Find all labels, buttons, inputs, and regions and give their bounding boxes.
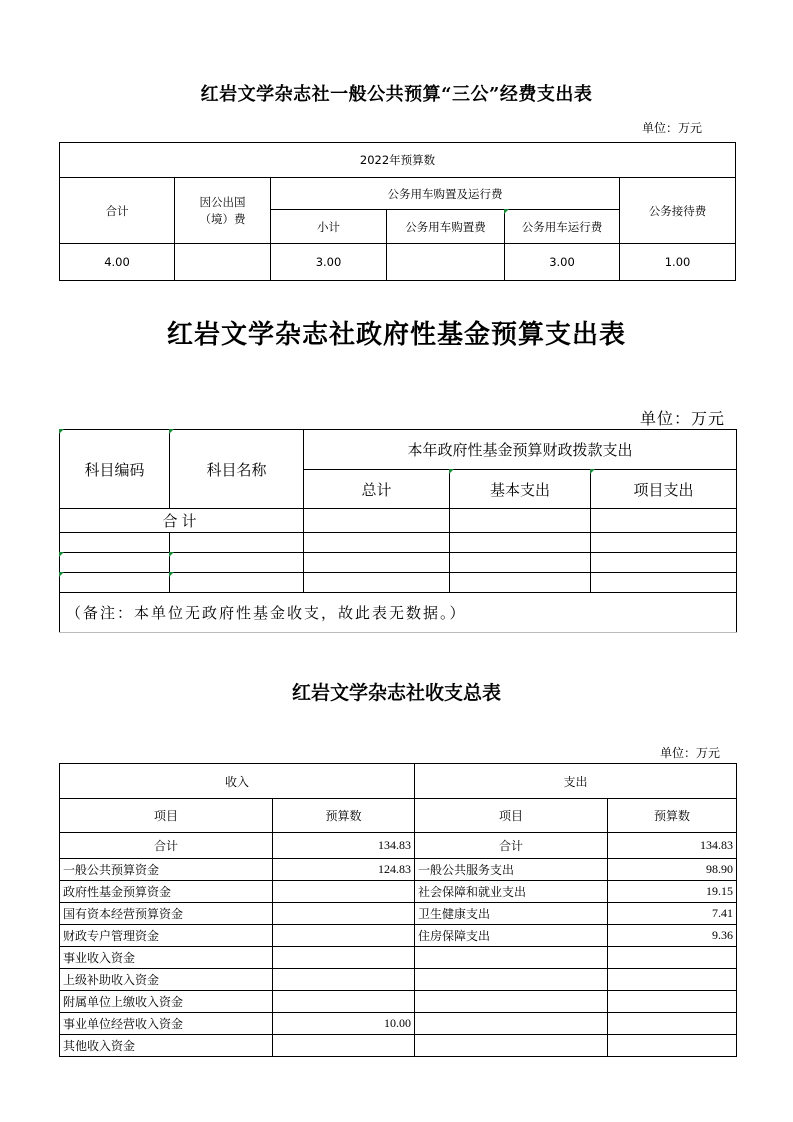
- summary-expense-header: 支出: [415, 764, 737, 799]
- income-value: [273, 991, 415, 1013]
- sangong-val-total: 4.00: [60, 244, 175, 281]
- fund-col-name: 科目名称: [170, 430, 304, 509]
- expense-item: 社会保障和就业支出: [415, 881, 608, 903]
- expense-item: [415, 969, 608, 991]
- income-value: 134.83: [273, 833, 415, 859]
- income-value: [273, 903, 415, 925]
- income-item: 合计: [60, 833, 273, 859]
- summary-title: 红岩文学杂志社收支总表: [291, 682, 501, 704]
- fund-empty-cell: [591, 509, 737, 533]
- sangong-val-running: 3.00: [505, 244, 620, 281]
- fund-empty-cell: [170, 533, 304, 553]
- fund-empty-cell: [450, 533, 591, 553]
- sangong-col-abroad: 因公出国（境）费: [175, 178, 271, 244]
- sangong-data-row: [60, 244, 736, 281]
- fund-empty-cell: [170, 553, 304, 573]
- expense-item: [415, 947, 608, 969]
- fund-empty-cell: [60, 533, 170, 553]
- income-value: 10.00: [273, 1013, 415, 1035]
- fund-empty-cell: [304, 553, 450, 573]
- sangong-col-reception: 公务接待费: [620, 178, 736, 244]
- expense-value: [608, 991, 737, 1013]
- income-value: [273, 881, 415, 903]
- table-row: [60, 947, 737, 969]
- fund-table: [59, 429, 737, 633]
- sangong-table: [59, 142, 736, 281]
- table-row: [60, 881, 737, 903]
- sangong-val-subtotal: 3.00: [271, 244, 387, 281]
- expense-value: [608, 1035, 737, 1057]
- income-item: 其他收入资金: [60, 1035, 273, 1057]
- expense-value: 7.41: [608, 903, 737, 925]
- income-item: 附属单位上缴收入资金: [60, 991, 273, 1013]
- fund-empty-row: [60, 533, 737, 553]
- income-item: 事业单位经营收入资金: [60, 1013, 273, 1035]
- fund-title: 红岩文学杂志社政府性基金预算支出表: [166, 320, 626, 350]
- income-item: 一般公共预算资金: [60, 859, 273, 881]
- sangong-col-running: 公务用车运行费: [505, 210, 620, 244]
- fund-total-label: 合计: [60, 509, 304, 533]
- fund-total-row: [60, 509, 737, 533]
- fund-empty-cell: [304, 573, 450, 593]
- expense-item: [415, 991, 608, 1013]
- table-row: [60, 969, 737, 991]
- sangong-col-purchase: 公务用车购置费: [387, 210, 505, 244]
- fund-col-project: 项目支出: [591, 470, 737, 509]
- fund-col-total: 总计: [304, 470, 450, 509]
- fund-empty-cell: [170, 573, 304, 593]
- income-item: 事业收入资金: [60, 947, 273, 969]
- expense-value: [608, 947, 737, 969]
- table-row: [60, 1013, 737, 1035]
- sangong-title: 红岩文学杂志社一般公共预算“三公”经费支出表: [200, 84, 593, 105]
- expense-value: 134.83: [608, 833, 737, 859]
- fund-empty-cell: [60, 553, 170, 573]
- expense-value: 19.15: [608, 881, 737, 903]
- sangong-year-header: 2022年预算数: [60, 143, 736, 178]
- sangong-val-abroad: [175, 244, 271, 281]
- summary-unit: 单位：万元: [660, 746, 721, 760]
- fund-empty-cell: [60, 573, 170, 593]
- income-value: [273, 947, 415, 969]
- fund-empty-cell: [591, 573, 737, 593]
- fund-empty-cell: [591, 553, 737, 573]
- sangong-col-vehicle: 公务用车购置及运行费: [271, 178, 620, 210]
- expense-value: [608, 1013, 737, 1035]
- fund-empty-cell: [304, 533, 450, 553]
- fund-empty-cell: [450, 553, 591, 573]
- sangong-val-purchase: [387, 244, 505, 281]
- income-item: 财政专户管理资金: [60, 925, 273, 947]
- summary-income-header: 收入: [60, 764, 415, 799]
- fund-empty-cell: [450, 573, 591, 593]
- income-value: [273, 925, 415, 947]
- fund-empty-row: [60, 573, 737, 593]
- expense-item: 合计: [415, 833, 608, 859]
- fund-col-code: 科目编码: [60, 430, 170, 509]
- income-item: 上级补助收入资金: [60, 969, 273, 991]
- expense-value: 98.90: [608, 859, 737, 881]
- expense-value: 9.36: [608, 925, 737, 947]
- expense-item: 一般公共服务支出: [415, 859, 608, 881]
- table-row: [60, 925, 737, 947]
- income-value: [273, 969, 415, 991]
- sangong-unit: 单位：万元: [642, 121, 703, 135]
- expense-item: 卫生健康支出: [415, 903, 608, 925]
- expense-value: [608, 969, 737, 991]
- fund-group-header: 本年政府性基金预算财政拨款支出: [304, 430, 737, 470]
- fund-note: （备注：本单位无政府性基金收支，故此表无数据。）: [60, 593, 737, 633]
- expense-item: [415, 1013, 608, 1035]
- income-value: 124.83: [273, 859, 415, 881]
- summary-col-expense-item: 项目: [415, 799, 608, 833]
- sangong-col-subtotal: 小计: [271, 210, 387, 244]
- table-row: [60, 991, 737, 1013]
- fund-unit: 单位：万元: [640, 409, 726, 428]
- summary-col-income-item: 项目: [60, 799, 273, 833]
- table-row: [60, 903, 737, 925]
- income-item: 政府性基金预算资金: [60, 881, 273, 903]
- expense-item: [415, 1035, 608, 1057]
- table-row: [60, 833, 737, 859]
- sangong-val-reception: 1.00: [620, 244, 736, 281]
- summary-col-expense-budget: 预算数: [608, 799, 737, 833]
- income-item: 国有资本经营预算资金: [60, 903, 273, 925]
- sangong-col-total: 合计: [60, 178, 175, 244]
- fund-empty-cell: [591, 533, 737, 553]
- fund-col-basic: 基本支出: [450, 470, 591, 509]
- fund-empty-cell: [304, 509, 450, 533]
- table-row: [60, 859, 737, 881]
- fund-empty-row: [60, 553, 737, 573]
- fund-empty-cell: [450, 509, 591, 533]
- summary-col-income-budget: 预算数: [273, 799, 415, 833]
- table-row: [60, 1035, 737, 1057]
- expense-item: 住房保障支出: [415, 925, 608, 947]
- summary-table: [59, 763, 737, 1057]
- income-value: [273, 1035, 415, 1057]
